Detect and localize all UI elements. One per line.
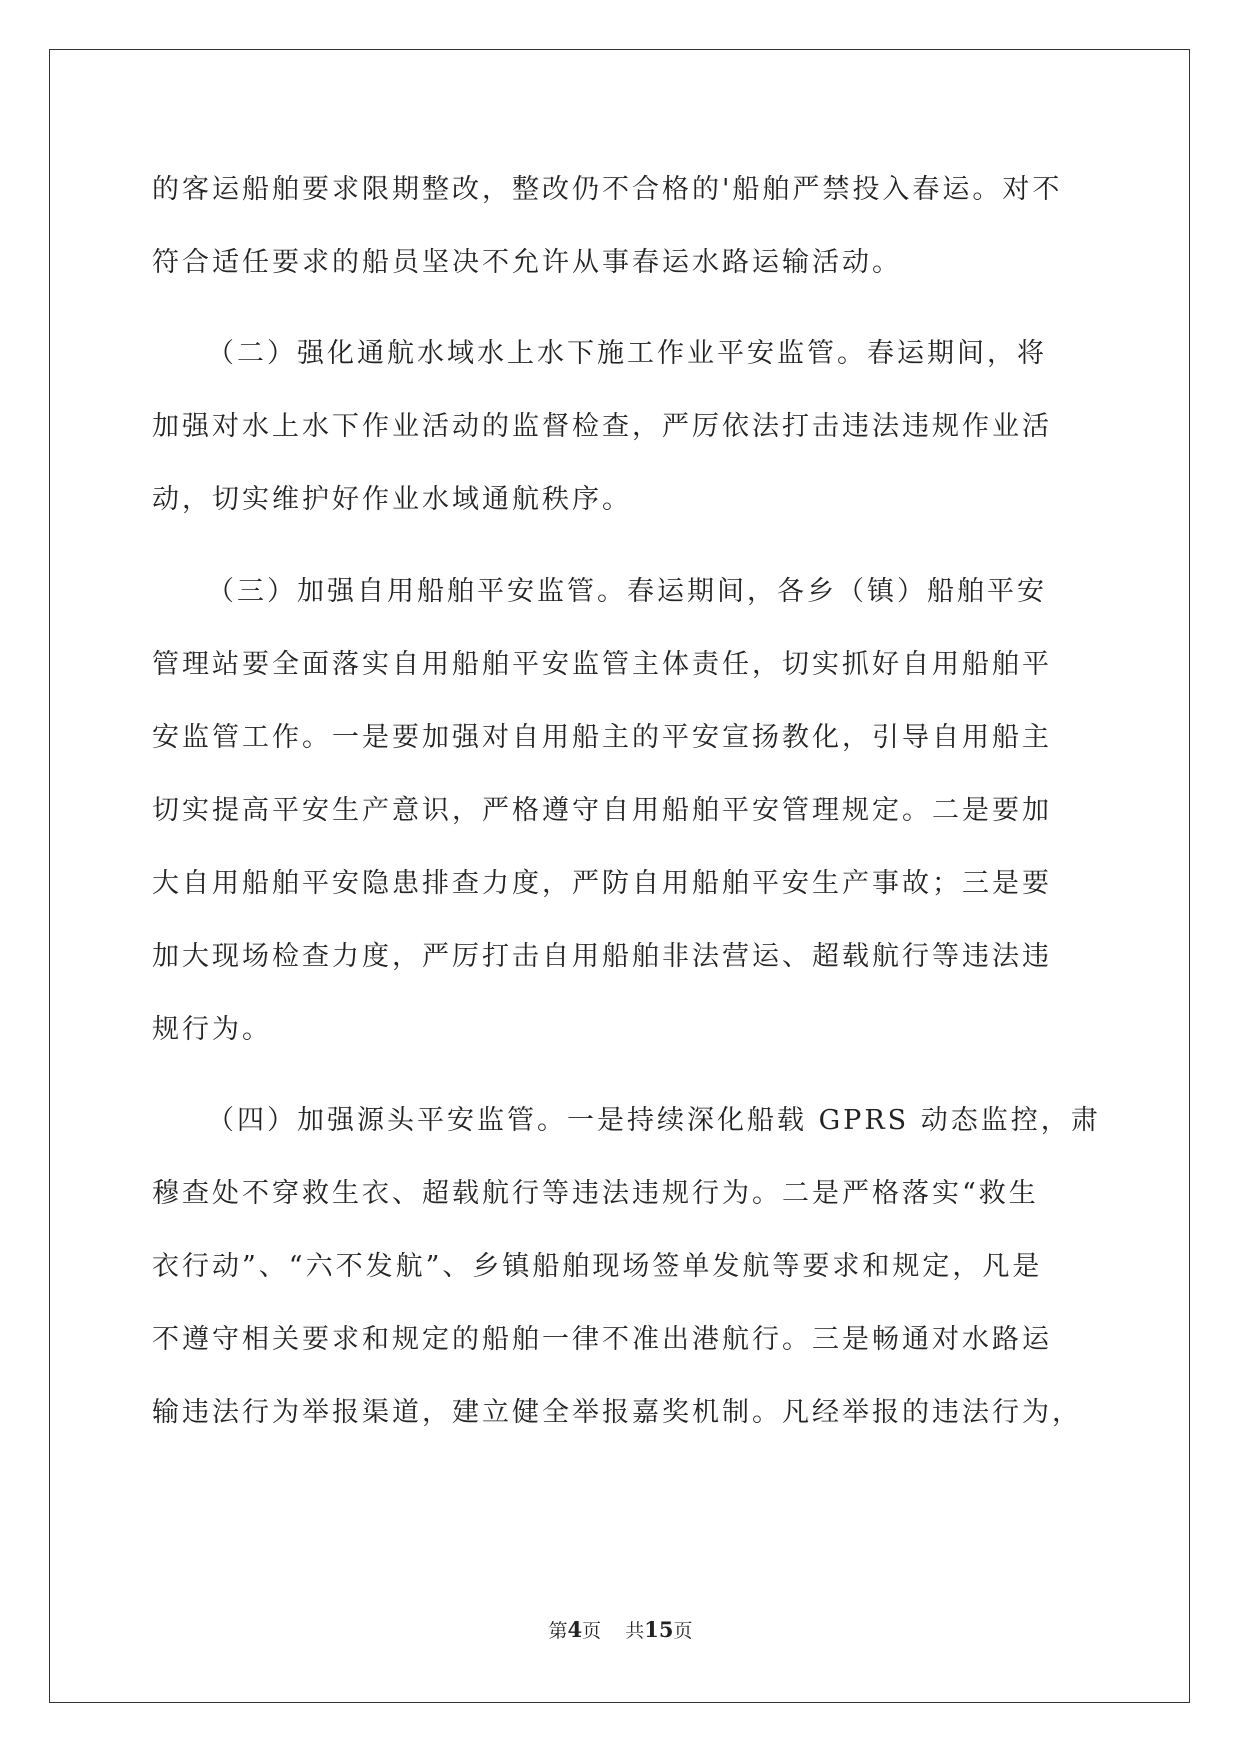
paragraph-2-line-1: （二）强化通航水域水上水下施工作业平安监管。春运期间，将 [207, 338, 1047, 369]
body-line-8: 安监管工作。一是要加强对自用船主的平安宣扬教化，引导自用船主 [152, 722, 1052, 753]
page-number: 4 [567, 1617, 583, 1642]
body-line-7: 管理站要全面落实自用船舶平安监管主体责任，切实抓好自用船舶平 [152, 649, 1052, 680]
body-line-12: 规行为。 [152, 1014, 272, 1045]
body-line-5: 动，切实维护好作业水域通航秩序。 [152, 484, 632, 515]
body-line-17: 输违法行为举报渠道，建立健全举报嘉奖机制。凡经举报的违法行为， [152, 1397, 1082, 1428]
total-prefix: 共 [625, 1620, 645, 1642]
total-unit: 页 [673, 1620, 693, 1642]
body-line-16: 不遵守相关要求和规定的船舶一律不准出港航行。三是畅通对水路运 [152, 1324, 1052, 1355]
body-line-15: 衣行动”、“六不发航”、乡镇船舶现场签单发航等要求和规定，凡是 [152, 1251, 1043, 1282]
body-line-4: 加强对水上水下作业活动的监督检查，严厉依法打击违法违规作业活 [152, 411, 1052, 442]
body-line-11: 加大现场检查力度，严厉打击自用船舶非法营运、超载航行等违法违 [152, 941, 1052, 972]
body-line-2: 符合适任要求的船员坚决不允许从事春运水路运输活动。 [152, 247, 902, 278]
body-line-9: 切实提高平安生产意识，严格遵守自用船舶平安管理规定。二是要加 [152, 795, 1052, 826]
total-pages: 15 [644, 1617, 674, 1642]
paragraph-3-line-1: （三）加强自用船舶平安监管。春运期间，各乡（镇）船舶平安 [207, 576, 1047, 607]
paragraph-4-line-1: （四）加强源头平安监管。一是持续深化船载 GPRS 动态监控，肃 [207, 1105, 1101, 1136]
body-line-1: 的客运船舶要求限期整改，整改仍不合格的'船舶严禁投入春运。对不 [152, 174, 1063, 205]
page-unit: 页 [582, 1620, 602, 1642]
body-line-10: 大自用船舶平安隐患排查力度，严防自用船舶平安生产事故；三是要 [152, 868, 1052, 899]
page-prefix: 第 [548, 1620, 568, 1642]
body-line-14: 穆查处不穿救生衣、超载航行等违法违规行为。二是严格落实“救生 [152, 1178, 1039, 1209]
page-footer [0, 1616, 1241, 1643]
